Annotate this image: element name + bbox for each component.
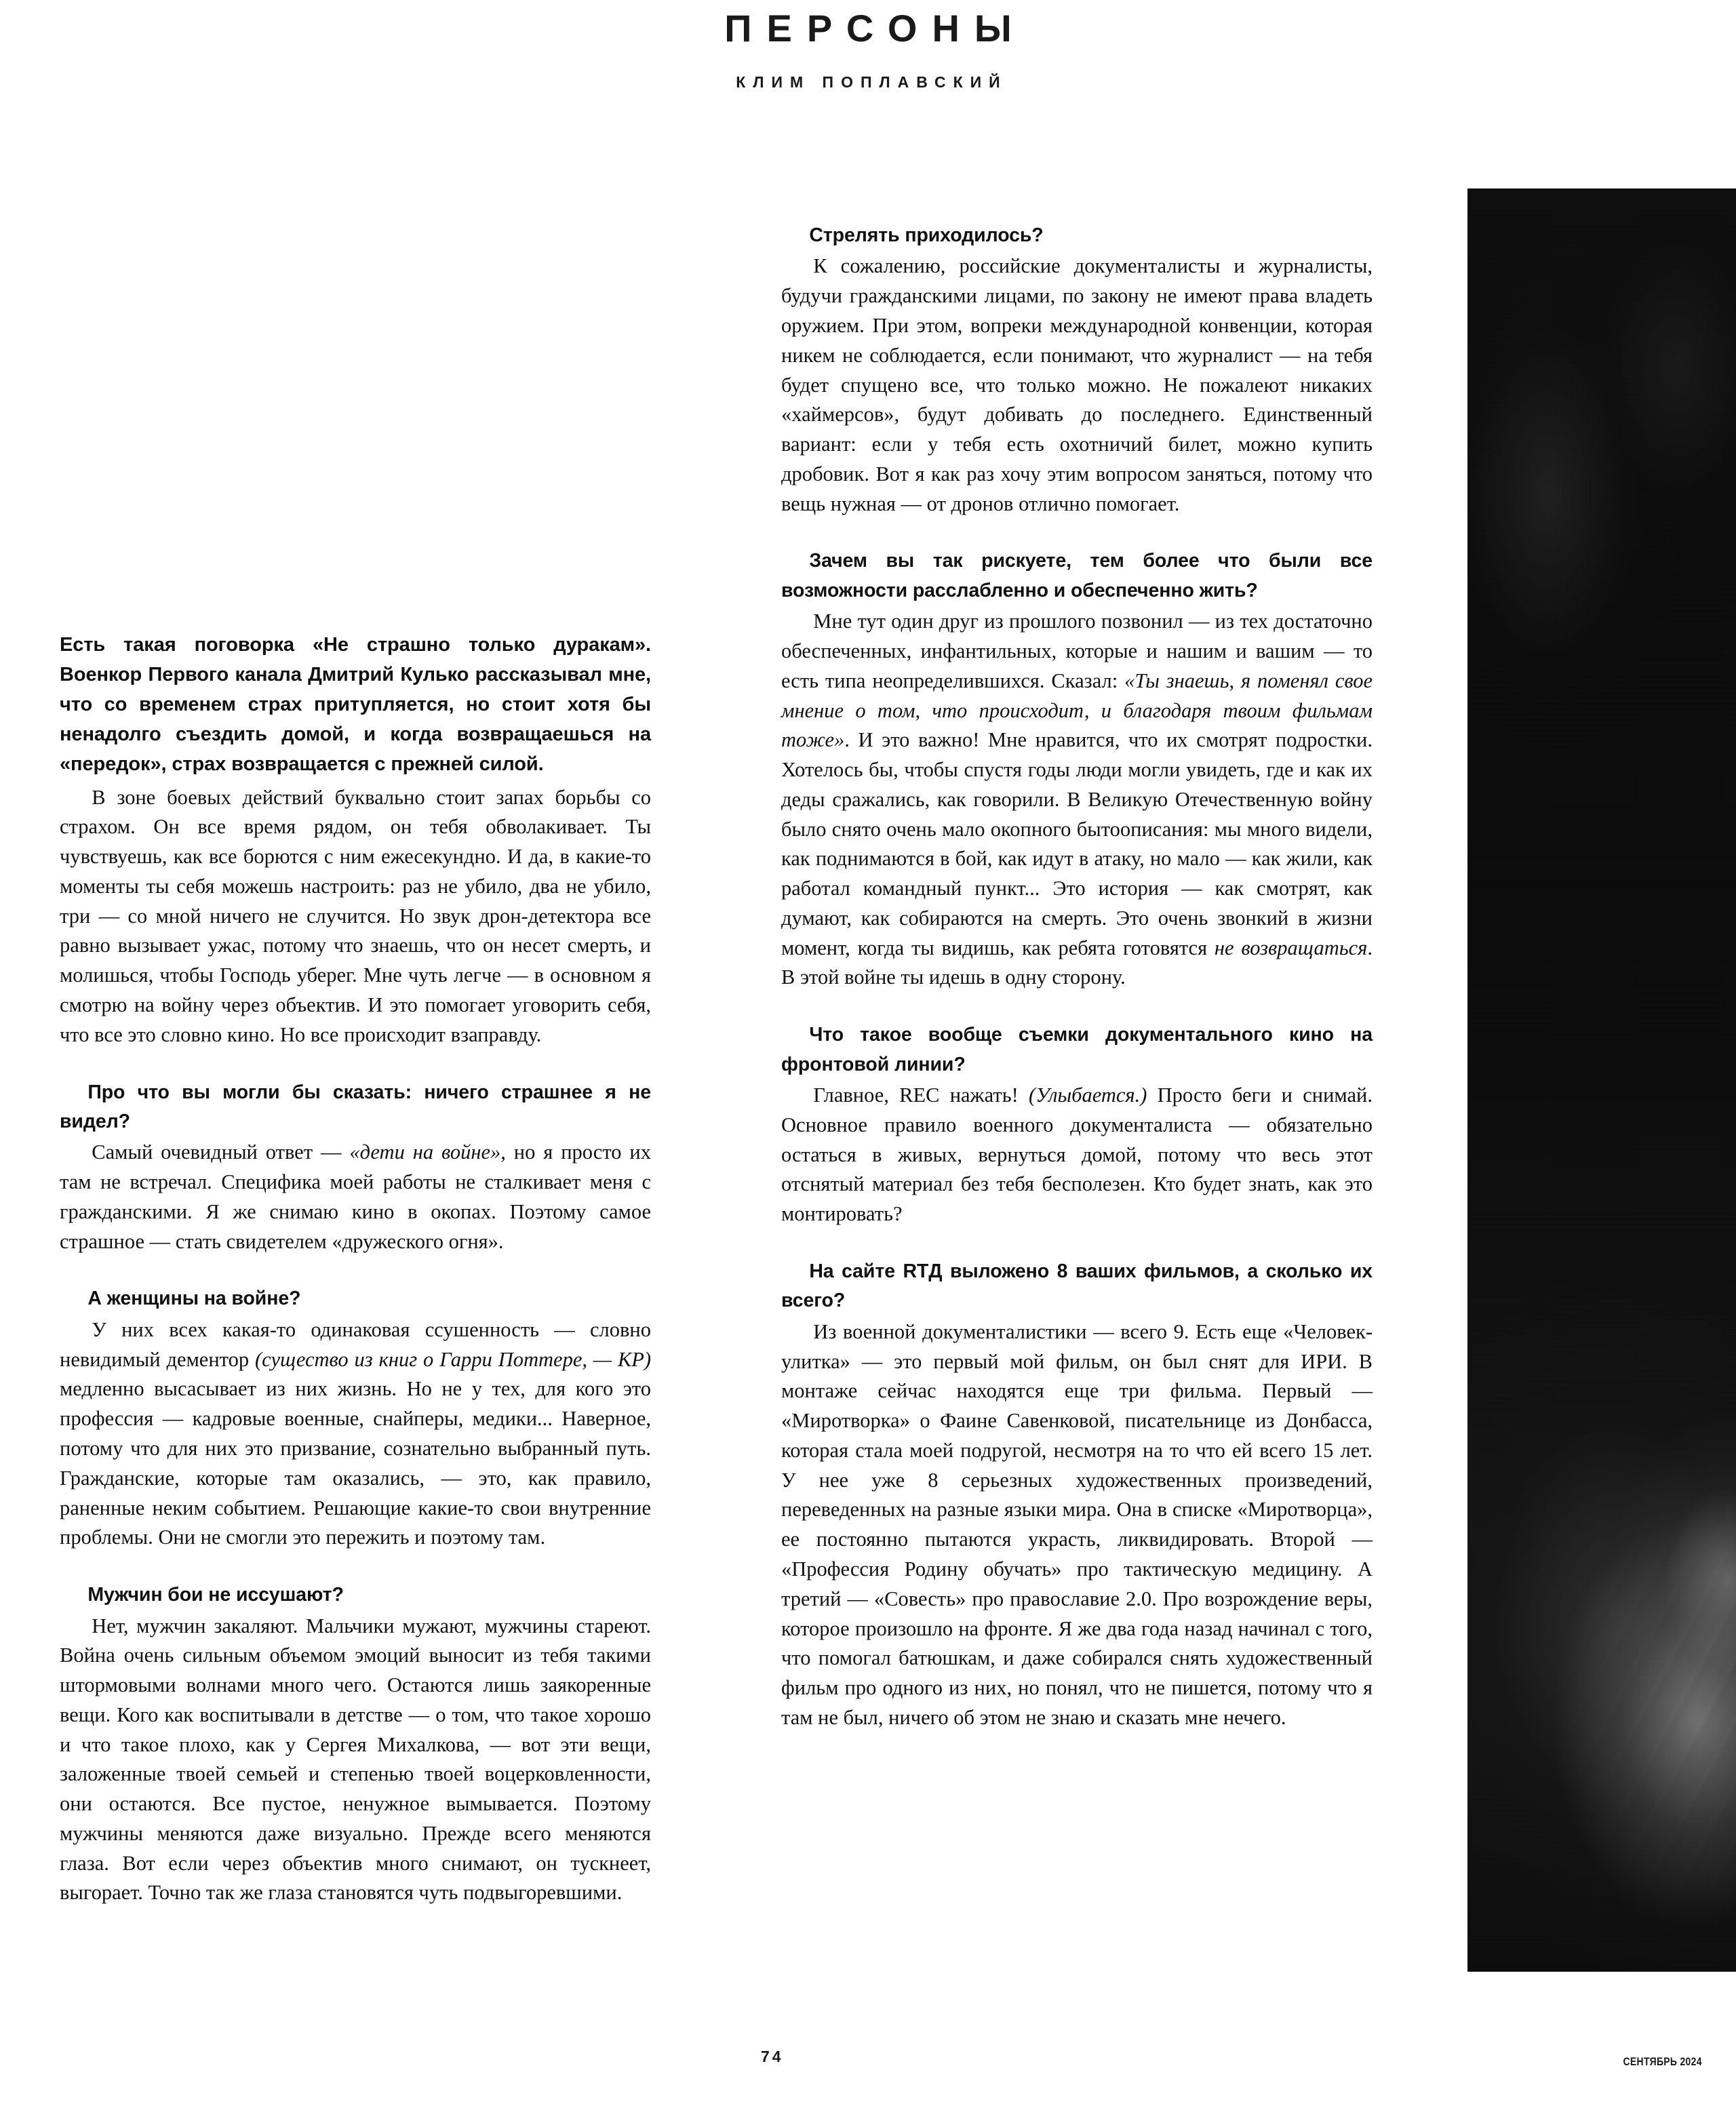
lead-paragraph: Есть такая поговорка «Не страшно только дуракам». Военкор Первого канала Дмитрий Кулько рассказывал мне, что со временем страх притупляется, но стоит хотя бы ненадолго съездить домой, и когда возвращаешься на «передок», страх возвращается с прежней силой. [60, 634, 651, 775]
page-number: 74 [761, 2048, 784, 2065]
interview-answer [781, 607, 1373, 993]
interview-question: Мужчин бои не иссушают? [87, 1584, 344, 1606]
interview-answer [60, 1315, 651, 1553]
answer-text-post: Просто беги и снимай. Основное правило военного документалиста — обязательно остаться в живых, вернуться домой, потому что весь этот отснятый материал без тебя бесполезен. Кто будет знать, как это монтировать? [781, 1083, 1373, 1226]
interview-answer [781, 1081, 1373, 1229]
interview-question: А женщины на войне? [87, 1288, 301, 1310]
portrait-photo-grain [1467, 188, 1736, 1972]
interview-question: Стрелять приходилось? [809, 224, 1044, 246]
answer-emphasis: (существо из книг о Гарри Поттере, — КР) [255, 1347, 651, 1371]
person-name: КЛИМ ПОПЛАВСКИЙ [736, 73, 1008, 91]
answer-text-pre: Мне тут один друг из прошлого позвонил — из тех достаточно обеспеченных, инфантильных, которые и нашим и вашим — то есть типа неопределившихся. Сказал: [781, 610, 1373, 692]
interview-question: На сайте RTД выложено 8 ваших фильмов, а сколько их всего? [781, 1260, 1373, 1312]
interview-question: Что такое вообще съемки документального кино на фронтовой линии? [781, 1024, 1373, 1075]
masthead [0, 0, 1736, 90]
article-column-right [781, 221, 1373, 1733]
answer-text-pre: Самый очевидный ответ — [92, 1140, 350, 1164]
answer-emphasis-second: не возвращаться [1214, 936, 1368, 959]
answer-emphasis: «Ты знаешь, я поменял свое мнение о том, что происходит, и благодаря твоим фильмам тоже» [781, 669, 1373, 752]
answer-text-pre: Нет, мужчин закаляют. Мальчики мужают, мужчины стареют. Война очень сильным объемом эмоций выносит из тебя такими штормовыми волнами много чего. Остаются лишь заякоренные вещи. Кого как воспитывали в детстве — о том, что такое хорошо и что такое плохо, как у Сергея Михалкова, — вот эти вещи, заложенные твоей семьей и степенью твоей воцерковленности, они остаются. Все пустое, ненужное вымывается. Поэтому мужчины меняются даже визуально. Прежде всего меняются глаза. Вот если через объектив много снимают, он тускнеет, выгорает. Точно так же глаза становятся чуть подвыгоревшими. [60, 1614, 651, 1905]
interview-answer [60, 1612, 651, 1909]
interview-answer [781, 252, 1373, 519]
answer-text-pre: Главное, REC нажать! [813, 1083, 1029, 1107]
issue-date: СЕНТЯБРЬ 2024 [1623, 2055, 1702, 2068]
answer-text-post: , но я просто их там не встречал. Специфика моей работы не сталкивает меня с гражданскими. Я же снимаю кино в окопах. Поэтому самое страшное — стать свидетелем «дружеского огня». [60, 1140, 651, 1253]
answer-text-post: медленно высасывает из них жизнь. Но не у тех, для кого это профессия — кадровые военные, снайперы, медики... Наверное, потому что для них это призвание, сознательно выбранный путь. Гражданские, которые там оказались, — это, как правило, раненные неким событием. Решающие какие-то свои внутренние проблемы. Они не смогли это пережить и поэтому там. [60, 1377, 651, 1549]
portrait-photo [1467, 188, 1736, 1972]
answer-text-pre: Из военной документалистики — всего 9. Есть еще «Человек-улитка» — это первый мой фильм, он был снят для ИРИ. В монтаже сейчас находятся еще три фильма. Первый — «Миротворка» о Фаине Савенковой, писательнице из Донбасса, которая стала моей подругой, несмотря на то что ей всего 15 лет. У нее уже 8 серьезных художественных произведений, переведенных на разные языки мира. Она в списке «Миротворца», ее постоянно пытаются украсть, ликвидировать. Второй — «Профессия Родину обучать» про тактическую медицину. А третий — «Совесть» про православие 2.0. Про возрождение веры, которое произошло на фронте. Я же два года назад начинал с того, что помогал батюшкам, и даже собирался снять художественный фильм про одного из них, но понял, что не пишется, потому что я там не был, ничего об этом не знаю и сказать мне нечего. [781, 1319, 1373, 1729]
answer-emphasis: «дети на войне» [349, 1140, 501, 1164]
interview-answer [781, 1317, 1373, 1733]
answer-text-post: . И это важно! Мне нравится, что их смотрят подростки. Хотелось бы, чтобы спустя годы люди могли увидеть, где и как их деды сражались, как говорили. В Великую Отечественную войну было снято очень мало окопного бытоописания: мы много видели, как поднимаются в бой, как идут в атаку, но мало — как жили, как работал командный пункт... Это история — как смотрят, как думают, как собираются на смерть. Это очень звонкий в жизни момент, когда ты видишь, как ребята готовятся [781, 728, 1373, 959]
lead-answer-paragraph: В зоне боевых действий буквально стоит запах борьбы со страхом. Он все время рядом, он тебя обволакивает. Ты чувствуешь, как все борются с ним ежесекундно. И да, в какие-то моменты ты себя можешь настроить: раз не убило, два не убило, три — со мной ничего не случится. Но звук дрон-детектора все равно вызывает ужас, потому что знаешь, что он несет смерть, и молишься, чтобы Господь уберег. Мне чуть легче — в основном я смотрю на войну через объектив. И это помогает уговорить себя, что все это словно кино. Но все происходит взаправду. [60, 785, 651, 1046]
article-column-left [60, 631, 651, 1908]
answer-emphasis: (Улыбается.) [1029, 1083, 1147, 1107]
interview-question: Зачем вы так рискуете, тем более что были все возможности расслабленно и обеспеченно жить? [781, 550, 1373, 601]
interview-question: Про что вы могли бы сказать: ничего страшнее я не видел? [60, 1081, 651, 1132]
section-kicker: ПЕРСОНЫ [724, 7, 1027, 49]
answer-text-pre: У них всех какая-то одинаковая ссушенность — словно невидимый дементор [60, 1317, 651, 1371]
answer-text-post-second: . В этой войне ты идешь в одну сторону. [781, 936, 1373, 989]
interview-answer [60, 1138, 651, 1256]
answer-text-pre: К сожалению, российские документалисты и журналисты, будучи гражданскими лицами, по закону не имеют права владеть оружием. При этом, вопреки международной конвенции, которая никем не соблюдается, если понимают, что журналист — на тебя будет спущено все, что только можно. Не пожалеют никаких «хаймерсов», будут добивать до последнего. Единственный вариант: если у тебя есть охотничий билет, можно купить дробовик. Вот я как раз хочу этим вопросом заняться, потому что вещь нужная — от дронов отлично помогает. [781, 254, 1373, 515]
